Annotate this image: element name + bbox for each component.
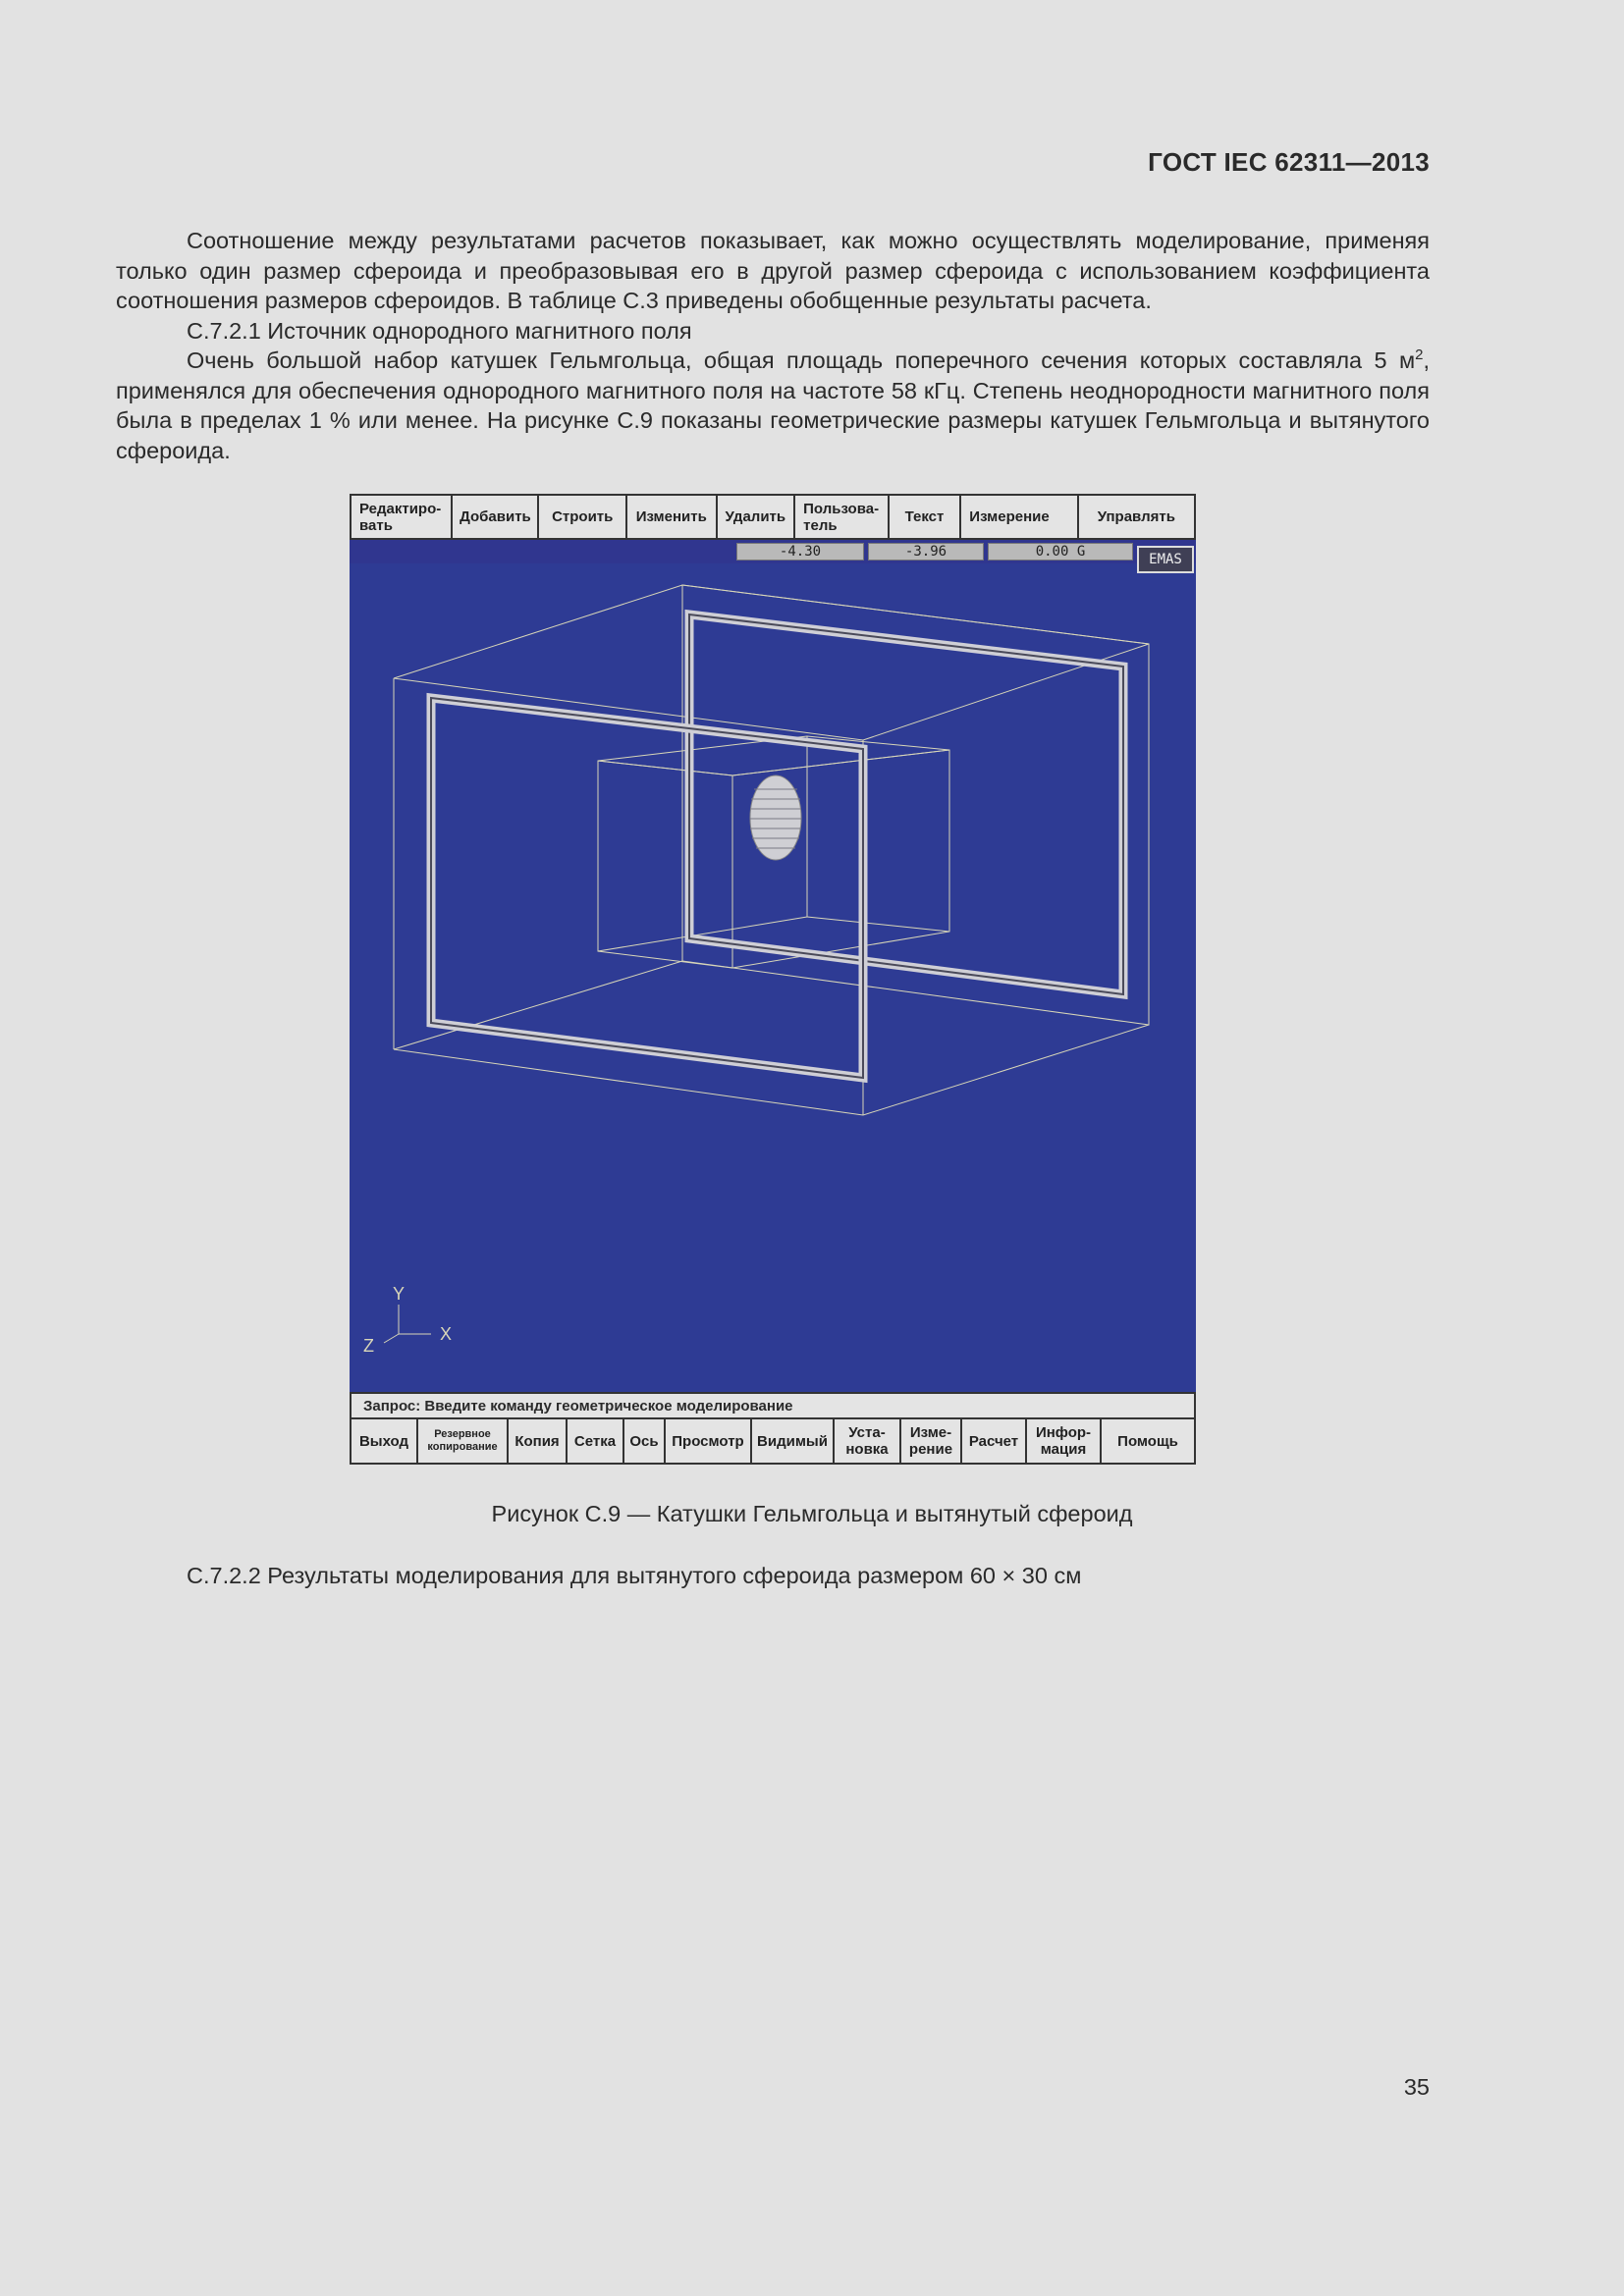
menu-info[interactable]: Инфор- мация bbox=[1027, 1419, 1102, 1463]
page-number: 35 bbox=[1403, 2074, 1430, 2100]
menu-build[interactable]: Строить bbox=[539, 496, 627, 538]
menu-manage[interactable]: Управлять bbox=[1097, 508, 1175, 525]
subsection-heading: C.7.2.1 Источник однородного магнитного поля bbox=[187, 317, 692, 344]
menu-visible[interactable]: Видимый bbox=[752, 1419, 835, 1463]
menu-text[interactable]: Текст bbox=[890, 496, 962, 538]
section-heading: C.7.2.2 Результаты моделирования для вытянутого сфероида размером 60 × 30 см bbox=[187, 1563, 1082, 1588]
axis-label-z: Z bbox=[363, 1336, 374, 1356]
coord-y-readout: -3.96 bbox=[868, 543, 984, 561]
menu-help[interactable]: Помощь bbox=[1117, 1432, 1178, 1450]
paragraph-ratio: Соотношение между результатами расчетов показывает, как можно осуществлять моделирование, применяя только один размер сфероида и преобразовывая его в другой размер сфероида с использованием коэффициента соотношения размеров сфероидов. В таблице C.3 приведены обобщенные результаты расчета. bbox=[116, 228, 1430, 313]
p3-text-a: Очень большой набор катушек Гельмгольца, общая площадь поперечного сечения которых составляла 5 м bbox=[187, 347, 1416, 373]
3d-viewport[interactable] bbox=[350, 563, 1196, 1392]
3d-scene bbox=[350, 563, 1196, 1392]
menu-backup[interactable]: Резервное копирование bbox=[418, 1419, 509, 1463]
menu-exit[interactable]: Выход bbox=[352, 1419, 418, 1463]
menu-measurement[interactable]: Изме- рение bbox=[901, 1419, 962, 1463]
menu-axis[interactable]: Ось bbox=[624, 1419, 666, 1463]
figure-caption: Рисунок C.9 — Катушки Гельмгольца и вытянутый сфероид bbox=[491, 1501, 1133, 1526]
top-menu-bar bbox=[350, 494, 1196, 540]
spheroid bbox=[750, 775, 801, 860]
superscript: 2 bbox=[1415, 347, 1424, 364]
axis-indicator bbox=[384, 1305, 431, 1343]
axis-label-x: X bbox=[440, 1324, 453, 1344]
figure-emas-screenshot bbox=[350, 494, 1196, 1465]
paragraph-helmholtz bbox=[116, 346, 1430, 465]
command-prompt[interactable]: Запрос: Введите команду геометрическое моделирование bbox=[350, 1392, 1196, 1419]
standard-code: ГОСТ IEC 62311—2013 bbox=[1148, 147, 1430, 177]
coordinates-strip bbox=[350, 540, 1196, 563]
coord-x-readout: -4.30 bbox=[736, 543, 864, 561]
p3-text-b: , применялся для обеспечения однородного магнитного поля на частоте 58 кГц. Степень неоднородности магнитного поля была в пределах 1 % или менее. На рисунке C.9 показаны геометрические размеры катушек Гельмгольца и вытянутого сфероида. bbox=[116, 347, 1430, 463]
menu-calculate[interactable]: Расчет bbox=[962, 1419, 1027, 1463]
menu-grid[interactable]: Сетка bbox=[568, 1419, 624, 1463]
menu-copy[interactable]: Копия bbox=[509, 1419, 568, 1463]
bottom-menu-bar bbox=[350, 1417, 1196, 1465]
axis-label-y: Y bbox=[393, 1284, 406, 1304]
menu-user[interactable]: Пользова- тель bbox=[795, 496, 890, 538]
menu-edit[interactable]: Редактиро- вать bbox=[352, 496, 453, 538]
menu-add[interactable]: Добавить bbox=[453, 496, 539, 538]
body-text bbox=[116, 226, 1430, 465]
menu-modify[interactable]: Изменить bbox=[627, 496, 718, 538]
coord-z-readout: 0.00 G bbox=[988, 543, 1133, 561]
menu-setup[interactable]: Уста- новка bbox=[835, 1419, 901, 1463]
emas-button[interactable]: EMAS bbox=[1137, 546, 1194, 573]
menu-view[interactable]: Просмотр bbox=[666, 1419, 752, 1463]
menu-delete[interactable]: Удалить bbox=[718, 496, 796, 538]
menu-measure[interactable]: Измерение bbox=[961, 496, 1078, 538]
